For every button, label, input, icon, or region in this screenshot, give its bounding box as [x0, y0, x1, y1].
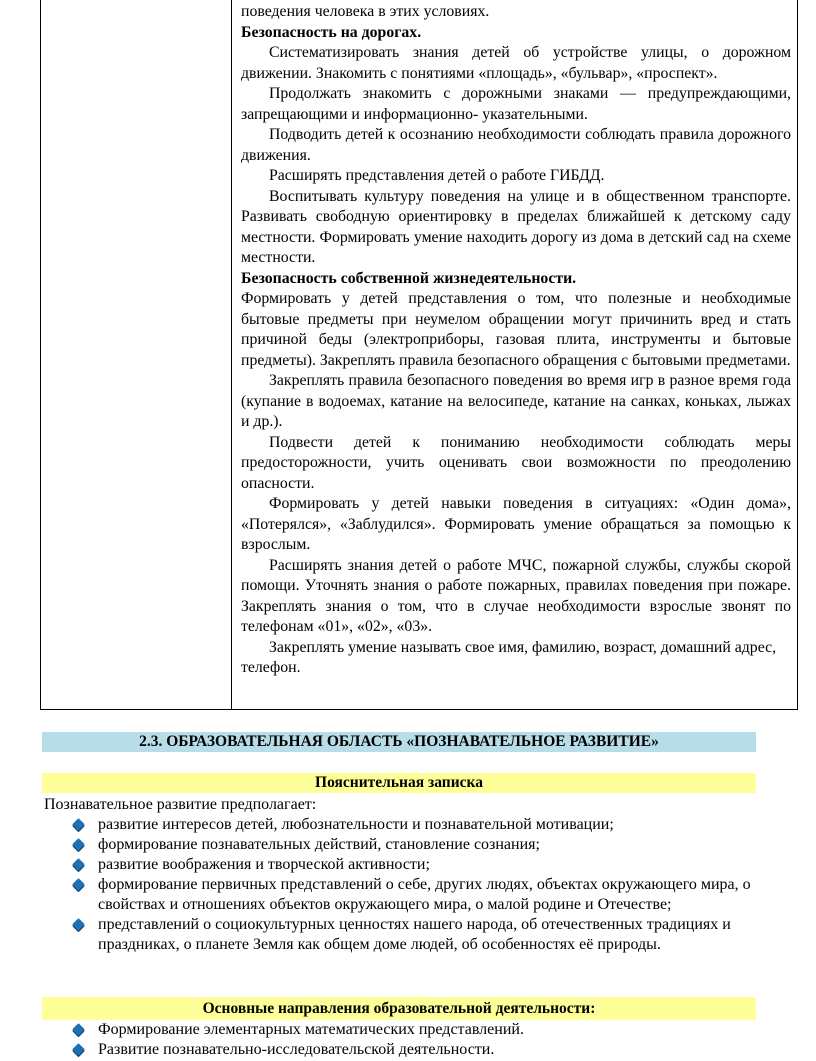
intro-text: Познавательное развитие предполагает: — [44, 796, 317, 813]
paragraph: Продолжать знакомить с дорожными знаками — предупреждающими, запрещающими и информационно- указательными. — [241, 85, 791, 123]
heading-road-safety: Безопасность на дорогах. — [241, 23, 422, 41]
paragraph: Систематизировать знания детей об устройстве улицы, о дорожном движении. Знакомить с понятиями «площадь», «бульвар», «проспект». — [241, 44, 791, 82]
list-item: Формирование элементарных математических представлений. — [72, 1020, 772, 1040]
paragraph: Подвести детей к пониманию необходимости соблюдать меры предосторожности, учить оценивать свои возможности по преодолению опасности. — [241, 433, 791, 492]
blue-diamond-bullet-icon — [72, 1043, 85, 1056]
blue-diamond-bullet-icon — [72, 1023, 85, 1036]
blue-diamond-bullet-icon — [72, 838, 85, 851]
directions-title: Основные направления образовательной деятельности: — [42, 997, 756, 1020]
list-item: развитие интересов детей, любознательности и познавательной мотивации; — [72, 815, 772, 835]
table-left-border — [40, 0, 41, 710]
blue-diamond-bullet-icon — [72, 878, 85, 891]
list-item: представлений о социокультурных ценностях нашего народа, об отечественных традициях и праздниках, о планете Земля как общем доме людей, об особенностях её природы. — [72, 915, 772, 955]
paragraph: Расширять представления детей о работе ГИБДД. — [269, 167, 605, 184]
paragraph: Формировать у детей представления о том, что полезные и необходимые бытовые предметы при неумелом обращении могут причинить вред и стать причиной беды (электроприборы, газовая плита, инструменты и бытовые предметы). Закреплять правила безопасного обращения с бытовыми предметами. — [241, 290, 791, 369]
list-item: формирование первичных представлений о себе, других людях, объектах окружающего мира, о свойствах и отношениях объектов окружающего мира, о малой родине и Отечестве; — [72, 875, 772, 915]
paragraph: поведения человека в этих условиях. — [241, 3, 490, 20]
table-column-divider — [231, 0, 232, 710]
development-list — [72, 815, 772, 955]
paragraph: Воспитывать культуру поведения на улице и в общественном транспорте. Развивать свободную ориентировку в пределах ближайшей к детскому саду местности. Формировать умение находить дорогу из дома в детский сад на схеме местности. — [241, 187, 791, 266]
list-item: развитие воображения и творческой активности; — [72, 855, 772, 875]
list-item: Развитие познавательно-исследовательской деятельности. — [72, 1040, 772, 1060]
directions-list — [72, 1020, 772, 1060]
explanatory-note-title: Пояснительная записка — [42, 773, 756, 793]
list-item: формирование познавательных действий, становление сознания; — [72, 835, 772, 855]
blue-diamond-bullet-icon — [72, 818, 85, 831]
table-text-cell — [241, 2, 791, 679]
paragraph: Формировать у детей навыки поведения в ситуациях: «Один дома», «Потерялся», «Заблудился». Формировать умение обращаться за помощью к взрослым. — [241, 495, 791, 553]
blue-diamond-bullet-icon — [72, 858, 85, 871]
table-bottom-border — [40, 709, 798, 710]
section-title: 2.3. ОБРАЗОВАТЕЛЬНАЯ ОБЛАСТЬ «ПОЗНАВАТЕЛЬНОЕ РАЗВИТИЕ» — [42, 732, 756, 752]
paragraph: Подводить детей к осознанию необходимости соблюдать правила дорожного движения. — [241, 126, 791, 164]
table-right-border — [797, 0, 798, 710]
heading-life-safety: Безопасность собственной жизнедеятельности. — [241, 269, 577, 287]
paragraph: Закреплять умение называть свое имя, фамилию, возраст, домашний адрес, телефон. — [241, 638, 777, 676]
paragraph: Расширять знания детей о работе МЧС, пожарной службы, службы скорой помощи. Уточнять знания о работе пожарных, правилах поведения при пожаре. Закреплять знания о том, что в случае необходимости взрослые звонят по телефонам «01», «02», «03». — [241, 556, 791, 635]
paragraph: Закреплять правила безопасного поведения во время игр в разное время года (купание в водоемах, катание на велосипеде, катание на санках, коньках, лыжах и др.). — [241, 372, 791, 430]
blue-diamond-bullet-icon — [72, 918, 85, 931]
